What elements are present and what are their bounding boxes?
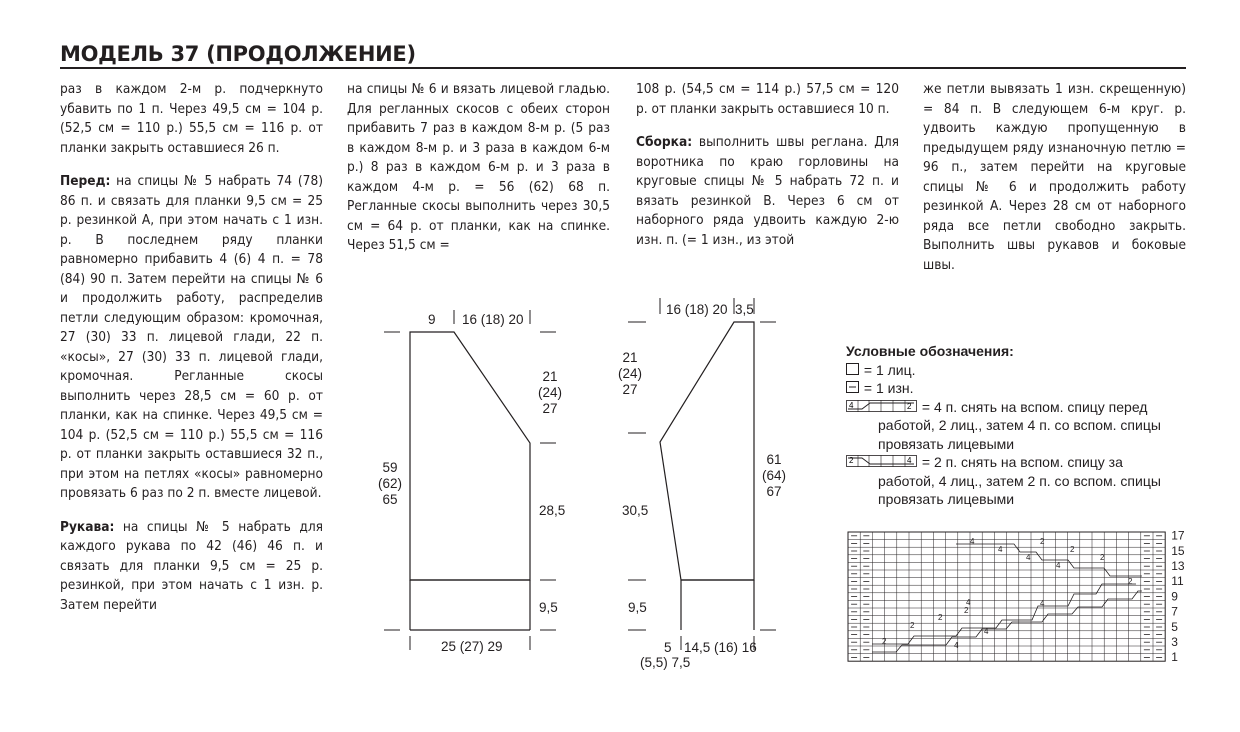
row-number: 17	[1171, 530, 1185, 543]
cable-4-symbol-icon	[846, 400, 918, 413]
row-number: 11	[1171, 574, 1184, 589]
legend	[846, 342, 1191, 509]
paragraph-sleeves	[60, 518, 323, 616]
legend-item-knit	[846, 361, 1191, 380]
cable-number: 2	[1070, 545, 1075, 554]
cable-number: 4	[954, 641, 959, 650]
stitch-chart	[846, 530, 1192, 666]
sleeve-band-label: 9,5	[628, 600, 647, 615]
symbol-number: 2	[849, 456, 854, 465]
cable-number: 4	[970, 537, 975, 546]
legend-text: = 1 лиц.	[863, 361, 916, 378]
paragraph: раз в каждом 2-м р. подчеркнуто убавить по 1 п. Через 49,5 см = 104 р. (52,5 см = 110 р.) 55,5 см = 116 р. от планки закрыть оставшиеся 26 п.	[60, 81, 323, 156]
legend-heading: Условные обозначения:	[846, 343, 1014, 359]
section-heading-sleeves: Рукава:	[60, 518, 115, 535]
section-heading-assembly: Сборка:	[636, 134, 693, 150]
paragraph: 108 р. (54,5 см = 114 р.) 57,5 см = 120 р. от планки закрыть оставшиеся 10 п.	[636, 81, 899, 117]
sleeve-top-label: 16 (18) 20	[666, 302, 728, 317]
label-line: 65	[382, 492, 398, 507]
front-raglan-label	[532, 369, 568, 417]
cable-number: 2	[938, 613, 943, 622]
paragraph-assembly	[636, 133, 899, 250]
paragraph-text: на спицы № 5 набрать для каждого рукава по 42 (46) 46 п. и связать для планки 9,5 см = 25 р. резинкой, при этом начать с 1 изн. р. Затем перейти	[60, 518, 323, 613]
label-line: (62)	[377, 476, 402, 491]
legend-text: провязать лицевыми	[878, 435, 1015, 452]
row-number: 13	[1171, 559, 1185, 573]
front-band-label: 9,5	[539, 600, 558, 615]
label-line: 21	[622, 350, 638, 365]
cable-number: 4	[998, 545, 1003, 554]
page-title: МОДЕЛЬ 37 (ПРОДОЛЖЕНИЕ)	[60, 42, 416, 66]
cable-number: 4	[966, 598, 971, 607]
sleeve-height-label	[756, 452, 792, 500]
knit-symbol-icon	[846, 363, 860, 376]
title-rule	[60, 67, 1186, 69]
label-line: 61	[766, 452, 782, 467]
label-line: (24)	[537, 385, 562, 400]
legend-text: = 1 изн.	[863, 380, 914, 396]
cable-number: 2	[1128, 577, 1133, 586]
text-column-3	[636, 80, 899, 264]
sleeve-body-label: 30,5	[622, 503, 649, 518]
row-number: 9	[1171, 589, 1178, 604]
symbol-number: 2	[907, 401, 912, 411]
legend-text: = 2 п. снять на вспом. спицу за	[921, 454, 1123, 470]
legend-item-purl	[846, 379, 1191, 398]
cable-number: 4	[1026, 553, 1031, 562]
row-number: 1	[1171, 650, 1178, 665]
label-line: 27	[622, 382, 638, 397]
symbol-number: 4	[849, 400, 854, 410]
paragraph: же петли вывязать 1 изн. скрещенную) = 84 п. В следующем 6-м круг. р. удвоить каждую пропущенную в предыдущем ряду изнаночную петлю = 96 п., затем перейти на круговые спицы № 6 и продолжить работу резинкой А. Через 28 см от наборного ряда все петли свободно закрыть. Выполнить швы рукавов и боковые швы.	[923, 81, 1186, 273]
cable-2-symbol-icon	[846, 455, 918, 468]
legend-text: работой, 4 лиц., затем 2 п. со вспом. спицы	[878, 472, 1161, 489]
paragraph-text: на спицы № 5 набрать 74 (78) 86 п. и связать для планки 9,5 см = 25 р. резинкой А, при этом начать с 1 изн. р. В последнем ряду планки равномерно прибавить 4 (6) 4 п. = 78 (84) 90 п. Затем перейти на спицы № 6 и продолжить работу, распределив петли следующим образом: кромочная, 27 (30) 33 п. лицевой глади, 22 п. «косы», 27 (30) 33 п. лицевой глади, кромочная. Регланные скосы выполнить через 28,5 см = 60 р. от планки, как на спинке. Через 49,5 см = 104 р. (52,5 см = 110 р.) 55,5 см = 116 р. от планки закрыть оставшиеся 32 п., при этом на петлях «косы» равномерно провязать 6 раз по 2 п. вместе лицевой.	[60, 173, 323, 501]
label-line: 27	[542, 401, 558, 416]
paragraph: на спицы № 6 и вязать лицевой гладью. Для регланных скосов с обеих сторон прибавить 7 раз в каждом 8-м р. (5 раз в каждом 8-м р. и 3 раза в каждом 6-м р.) 8 раз в каждом 6-м р. и 3 раза в каждом 4-м р. = 56 (62) 68 п. Регланные скосы выполнить через 30,5 см = 64 р. от планки, как на спинке. Через 51,5 см =	[347, 81, 610, 253]
cable-number: 4	[1040, 599, 1045, 608]
sleeve-bottom-right-label: 14,5 (16) 16	[684, 640, 757, 655]
front-body-label: 28,5	[539, 503, 566, 518]
paragraph-front	[60, 172, 323, 504]
text-column-4	[923, 80, 1186, 289]
symbol-number: 4	[907, 456, 912, 465]
legend-text: = 4 п. снять на вспом. спицу перед	[921, 398, 1148, 415]
sleeve-bottom-extra-label: (5,5) 7,5	[640, 655, 691, 670]
sleeve-outline	[660, 322, 754, 580]
cable-number: 2	[1040, 537, 1045, 546]
section-heading-front: Перед:	[60, 173, 111, 189]
front-top-left-label: 9	[428, 312, 436, 327]
text-column-1	[60, 80, 323, 629]
label-line: 59	[382, 460, 398, 475]
row-number: 5	[1171, 619, 1178, 634]
front-outline	[410, 332, 530, 580]
legend-item-cable4	[846, 398, 1191, 417]
row-number: 3	[1171, 635, 1178, 649]
front-bottom-label: 25 (27) 29	[441, 639, 503, 654]
label-line: (24)	[617, 366, 642, 381]
cable-number: 2	[1100, 553, 1105, 562]
sleeve-top-cap-label: 3,5	[735, 302, 754, 317]
text-column-2	[347, 80, 610, 270]
label-line: 67	[766, 484, 782, 499]
legend-text: провязать лицевыми	[878, 491, 1015, 507]
label-line: 21	[542, 369, 558, 384]
row-number: 7	[1171, 604, 1178, 619]
sleeve-raglan-label	[612, 350, 648, 398]
legend-text: работой, 2 лиц., затем 4 п. со вспом. спицы	[878, 417, 1161, 433]
cable-number: 2	[910, 621, 915, 630]
paragraph-text: выполнить швы реглана. Для воротника по краю горловины на круговые спицы № 5 набрать 72 п. и вязать резинкой В. Через 6 см от наборного ряда удвоить каждую 2-ю изн. п. (= 1 изн., из этой	[636, 134, 899, 248]
label-line: (64)	[761, 468, 786, 483]
row-number: 15	[1171, 543, 1185, 558]
front-top-right-label: 16 (18) 20	[462, 312, 524, 327]
cable-number: 2	[964, 606, 969, 615]
cable-number: 4	[1056, 561, 1061, 570]
front-height-label	[372, 460, 408, 508]
cable-number: 4	[984, 627, 989, 636]
cable-number: 2	[882, 637, 887, 646]
purl-symbol-icon	[846, 381, 860, 394]
sleeve-bottom-left-label: 5	[664, 640, 672, 655]
legend-item-cable2	[846, 453, 1191, 472]
